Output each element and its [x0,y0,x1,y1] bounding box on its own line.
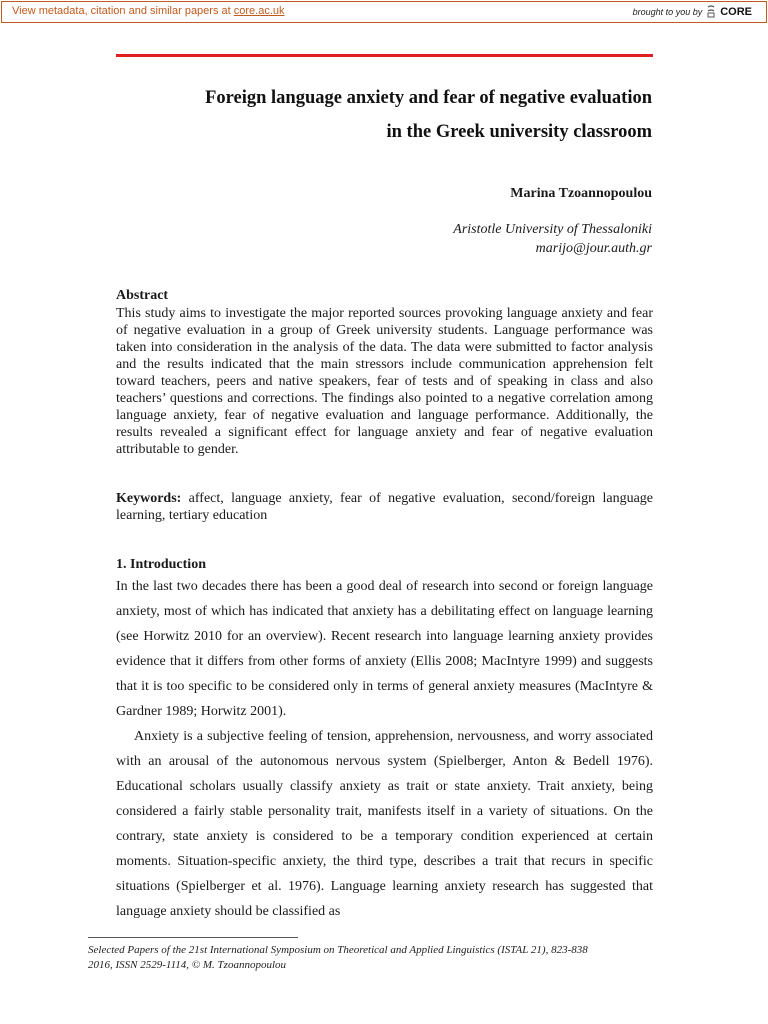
author-email: marijo@jour.auth.gr [535,241,652,256]
footer-line-2: 2016, ISSN 2529-1114, © M. Tzoannopoulou [88,959,287,971]
affiliation: Aristotle University of Thessaloniki [453,222,652,237]
core-brand[interactable] [633,5,752,18]
footer-line-1: Selected Papers of the 21st International Symposium on Theoretical and Applied Linguistics (ISTAL 21), 823-838 [88,944,588,956]
footer-citation [88,943,688,973]
introduction-body [116,574,653,924]
paper-title-line1: Foreign language anxiety and fear of negative evaluation [205,88,652,108]
core-banner [1,1,767,23]
intro-paragraph-2: Anxiety is a subjective feeling of tension, apprehension, nervousness, and worry associated with an arousal of the autonomous nervous system (Spielberger, Anton & Bedell 1976). Educational scholars usually classify anxiety as trait or state anxiety. Trait anxiety, being considered a fairly stable personality trait, manifests itself in a variety of situations. On the contrary, state anxiety is considered to be a temporary condition experienced at certain moments. Situation-specific anxiety, the third type, describes a trait that recurs in specific situations (Spielberger et al. 1976). Language learning anxiety research has suggested that language anxiety should be classified as [116,729,653,919]
author-name: Marina Tzoannopoulou [510,186,652,201]
core-metadata-text [12,5,285,17]
intro-paragraph-1: In the last two decades there has been a good deal of research into second or foreign language anxiety, most of which has indicated that anxiety has a debilitating effect on language learning (see Horwitz 2010 for an overview). Recent research into language learning anxiety provides evidence that it differs from other forms of anxiety (Ellis 2008; MacIntyre 1999) and suggests that it is too specific to be considered only in terms of general anxiety measures (MacIntyre & Gardner 1989; Horwitz 2001). [116,579,653,719]
core-logo-icon [706,5,716,18]
core-link[interactable]: core.ac.uk [233,5,285,17]
keywords-label: Keywords: [116,491,182,506]
core-link-prefix: View metadata, citation and similar papers at [12,5,231,17]
section-heading-introduction: 1. Introduction [116,557,206,572]
abstract-heading: Abstract [116,288,169,303]
core-logo-text: CORE [720,5,752,18]
title-rule [116,54,653,57]
author-affiliation-block [453,220,652,258]
footer-rule [88,937,298,938]
abstract-text: This study aims to investigate the major reported sources provoking language anxiety and fear of negative evaluation in a group of Greek university students. Language performance was taken into consideration in the analysis of the data. The data were submitted to factor analysis and the results indicated that the main stressors include communication apprehension felt toward teachers, peers and native speakers, fear of tests and of speaking in class and also teachers’ questions and corrections. The findings also pointed to a negative correlation among language anxiety, fear of negative evaluation and language performance. Additionally, the results revealed a significant effect for language anxiety and fear of negative evaluation attributable to gender. [116,306,653,457]
keywords [116,490,653,524]
paper-title-line2: in the Greek university classroom [386,122,652,142]
keywords-text: affect, language anxiety, fear of negative evaluation, second/foreign language learning, tertiary education [116,491,653,523]
core-brought-by: brought to you by [632,6,703,17]
